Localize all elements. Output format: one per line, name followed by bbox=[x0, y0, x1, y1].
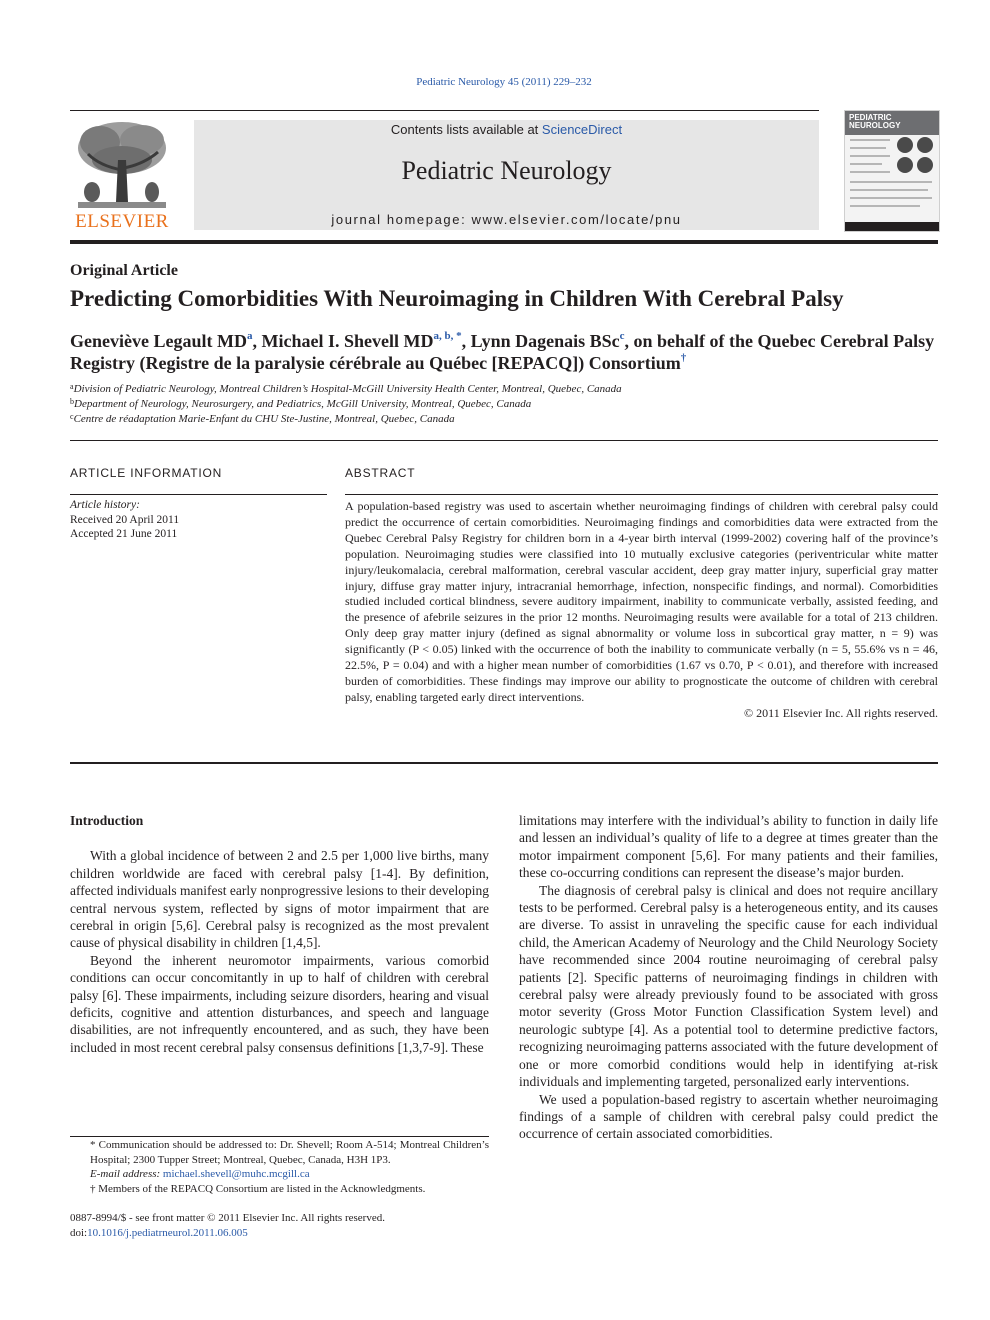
footnote-rule bbox=[70, 1136, 489, 1137]
contents-line bbox=[194, 122, 819, 137]
cover-text-line bbox=[850, 205, 920, 207]
received-date: Received 20 April 2011 bbox=[70, 513, 180, 526]
author-separator: , bbox=[252, 331, 262, 351]
affiliation-marker: b bbox=[70, 397, 74, 406]
cover-text-line bbox=[850, 147, 886, 149]
elsevier-tree-icon bbox=[70, 120, 174, 214]
doi-link[interactable]: 10.1016/j.pediatrneurol.2011.06.005 bbox=[87, 1227, 248, 1239]
abstract-text: A population-based registry was used to ascertain whether neuroimaging findings of children with cerebral palsy could predict the occurrence of certain comorbidities. Neuroimaging findings and comorbidities data were extracted from the Quebec Cerebral Palsy Registry for children born in a 4-year birth interval (1999-2002) covering half of the province’s population. Neuroimaging studies were classified into 10 mutually exclusive categories (periventricular white matter injury/leukomalacia, cerebral malformation, cerebral vascular accident, deep gray matter injury, superficial gray matter injury, diffuse gray matter injury, intracranial hemorrhage, infection, nonspecific findings, and normal). Comorbidities studied included cortical blindness, severe auditory impairment, inability to communicate verbally, assisted feeding, and the presence of afebrile seizures in the prior 12 months. Neuroimaging results were available for a total of 213 children. Only deep gray matter injury (defined as signal abnormality or volume loss in subcortical gray matter, n = 9) was significantly (P < 0.05) linked with the occurrence of both the inability to communicate verbally (n = 5, 55.6% vs n = 46, 22.5%, P = 0.04) and with a higher mean number of comorbidities (1.67 vs 0.70, P < 0.01), and therefore with increased burden of comorbidities. These findings may improve our ability to prognosticate the outcome of children with cerebral palsy, enabling targeted early direct interventions. bbox=[345, 499, 938, 704]
journal-name: Pediatric Neurology bbox=[401, 156, 612, 185]
footnotes bbox=[70, 1138, 489, 1196]
abstract-heading: ABSTRACT bbox=[345, 466, 416, 480]
author-separator: , bbox=[624, 331, 634, 351]
email-link[interactable]: michael.shevell@muhc.mcgill.ca bbox=[162, 1168, 310, 1180]
author-footnote-link[interactable]: † bbox=[680, 352, 687, 364]
body-paragraph: We used a population-based registry to ascertain whether neuroimaging findings of a sample of children with cerebral palsy could predict the occurrence of certain associated comorbidities. bbox=[519, 1091, 938, 1142]
abstract-rule bbox=[345, 494, 938, 495]
cover-text-line bbox=[850, 189, 928, 191]
email-label: E-mail address: bbox=[90, 1168, 163, 1180]
author-affiliation-link[interactable]: c bbox=[619, 330, 625, 342]
body-paragraph: limitations may interfere with the individual’s ability to function in daily life and lessen an individual’s quality of life to a degree at times greater than the motor impairment component [5,6]. For many patients and their families, these co-occurring conditions can represent the disease’s major burden. bbox=[519, 813, 938, 881]
affiliation bbox=[70, 397, 938, 412]
body-paragraph: Beyond the inherent neuromotor impairments, various comorbid conditions can occur concomitantly in up to half of children with cerebral palsy [6]. These impairments, including seizure disorders, hearing and visual deficits, cognitive and attention disturbances, and speech and language disabilities, are not infrequently encountered, and as such, they have been included in most recent cerebral palsy consensus definitions [1,3,7-9]. These bbox=[70, 952, 489, 1055]
author-affiliation-link[interactable]: a bbox=[246, 330, 253, 342]
section-heading: Introduction bbox=[70, 813, 144, 828]
masthead-top-rule bbox=[70, 110, 819, 111]
body-paragraph: The diagnosis of cerebral palsy is clinical and does not require ancillary tests to be performed. Cerebral palsy is a heterogeneous entity, and its causes are diverse. To assist in unraveling the specific cause for each individual child, the American Academy of Neurology and the Child Neurology Society have recommended since 2004 routine neuroimaging of cerebral palsy patients [2]. Specific patterns of neuroimaging findings in children with cerebral palsy were already previously found to be associated with gross motor severity (Gross Motor Function Classification System level) and neurologic subtype [4]. As a potential tool to determine predictive factors, recognizing neuroimaging patterns associated with the future development of one or more comorbid conditions would help in identifying at-risk individuals and implementing targeted, personalized early interventions. bbox=[519, 882, 938, 1090]
author-name: Lynn Dagenais BSc bbox=[470, 331, 620, 351]
journal-homepage-link[interactable]: journal homepage: www.elsevier.com/locate/pnu bbox=[331, 212, 682, 227]
history-label: Article history: bbox=[70, 499, 140, 511]
affiliation-marker: c bbox=[70, 412, 74, 421]
doi-label: doi: bbox=[70, 1227, 88, 1239]
cover-text-line bbox=[850, 171, 890, 173]
cover-title: PEDIATRIC NEUROLOGY bbox=[845, 111, 939, 135]
affiliation-marker: a bbox=[70, 382, 74, 391]
affiliation-list bbox=[70, 382, 938, 427]
cover-brain-image bbox=[917, 137, 933, 153]
cover-brain-image bbox=[917, 157, 933, 173]
abstract-divider bbox=[70, 762, 938, 764]
issn-line: 0887-8994/$ - see front matter © 2011 Elsevier Inc. All rights reserved. bbox=[70, 1212, 385, 1224]
affiliation-text: Department of Neurology, Neurosurgery, and Pediatrics, McGill University, Montreal, Quebec, Canada bbox=[74, 398, 532, 410]
affiliation-text: Centre de réadaptation Marie-Enfant du CHU Ste-Justine, Montreal, Quebec, Canada bbox=[73, 413, 455, 425]
email-footnote bbox=[70, 1167, 489, 1182]
cover-text-line bbox=[850, 139, 890, 141]
author-name: Michael I. Shevell MD bbox=[261, 331, 434, 351]
masthead-bottom-rule bbox=[70, 240, 938, 244]
elsevier-wordmark: ELSEVIER bbox=[75, 211, 169, 232]
journal-banner bbox=[194, 120, 819, 230]
abstract-copyright: © 2011 Elsevier Inc. All rights reserved. bbox=[744, 705, 938, 720]
author-group-name: on behalf of the Quebec Cerebral Palsy Registry (Registre de la paralysie cérébrale au Québec [REPACQ]) Consortium bbox=[70, 331, 935, 373]
front-matter bbox=[70, 1211, 489, 1241]
affiliation bbox=[70, 382, 938, 397]
author-list bbox=[70, 330, 950, 374]
affiliation-text: Division of Pediatric Neurology, Montreal Children’s Hospital-McGill University Health Center, Montreal, Quebec, Canada bbox=[73, 383, 622, 395]
sciencedirect-link[interactable]: ScienceDirect bbox=[541, 122, 623, 137]
header-divider bbox=[70, 440, 938, 441]
body-paragraph: With a global incidence of between 2 and 2.5 per 1,000 live births, many children worldwide are faced with cerebral palsy [1-4]. By definition, affected individuals manifest early nonprogressive lesions to their developing central nervous system, reflected by signs of motor impairment that are cerebral in origin [5,6]. Cerebral palsy is recognized as the most prevalent cause of physical disability in children [1,4,5]. bbox=[70, 848, 489, 951]
doi-line bbox=[70, 1226, 489, 1241]
article-info-heading: ARTICLE INFORMATION bbox=[70, 466, 223, 480]
body-column-left bbox=[70, 812, 489, 1056]
correspondence-footnote: * Communication should be addressed to: Dr. Shevell; Room A-514; Montreal Children’s Hospital; 2300 Tupper Street; Montreal, Quebec, Canada, H3H 1P3. bbox=[90, 1139, 489, 1166]
cover-brain-image bbox=[897, 137, 913, 153]
author-name: Geneviève Legault MD bbox=[70, 331, 247, 351]
journal-cover-thumbnail[interactable] bbox=[844, 110, 940, 232]
consortium-footnote: † Members of the REPACQ Consortium are listed in the Acknowledgments. bbox=[90, 1182, 426, 1195]
cover-text-line bbox=[850, 163, 882, 165]
article-info-rule bbox=[70, 494, 327, 495]
journal-citation[interactable]: Pediatric Neurology 45 (2011) 229–232 bbox=[416, 76, 592, 88]
author-separator: , bbox=[461, 331, 471, 351]
contents-prefix: Contents lists available at bbox=[390, 122, 542, 137]
author-affiliation-link[interactable]: a, b, * bbox=[433, 330, 462, 342]
cover-brain-image bbox=[897, 157, 913, 173]
masthead bbox=[70, 113, 938, 232]
abstract bbox=[345, 499, 938, 722]
article-title: Predicting Comorbidities With Neuroimaging in Children With Cerebral Palsy bbox=[70, 286, 844, 311]
cover-text-line bbox=[850, 181, 932, 183]
affiliation bbox=[70, 412, 938, 427]
body-column-right bbox=[519, 812, 938, 1143]
cover-text-line bbox=[850, 155, 890, 157]
accepted-date: Accepted 21 June 2011 bbox=[70, 528, 178, 540]
cover-text-line bbox=[850, 197, 932, 199]
cover-footer-band bbox=[845, 222, 939, 231]
elsevier-logo[interactable] bbox=[70, 120, 174, 232]
article-history bbox=[70, 498, 320, 542]
article-type: Original Article bbox=[70, 262, 178, 279]
